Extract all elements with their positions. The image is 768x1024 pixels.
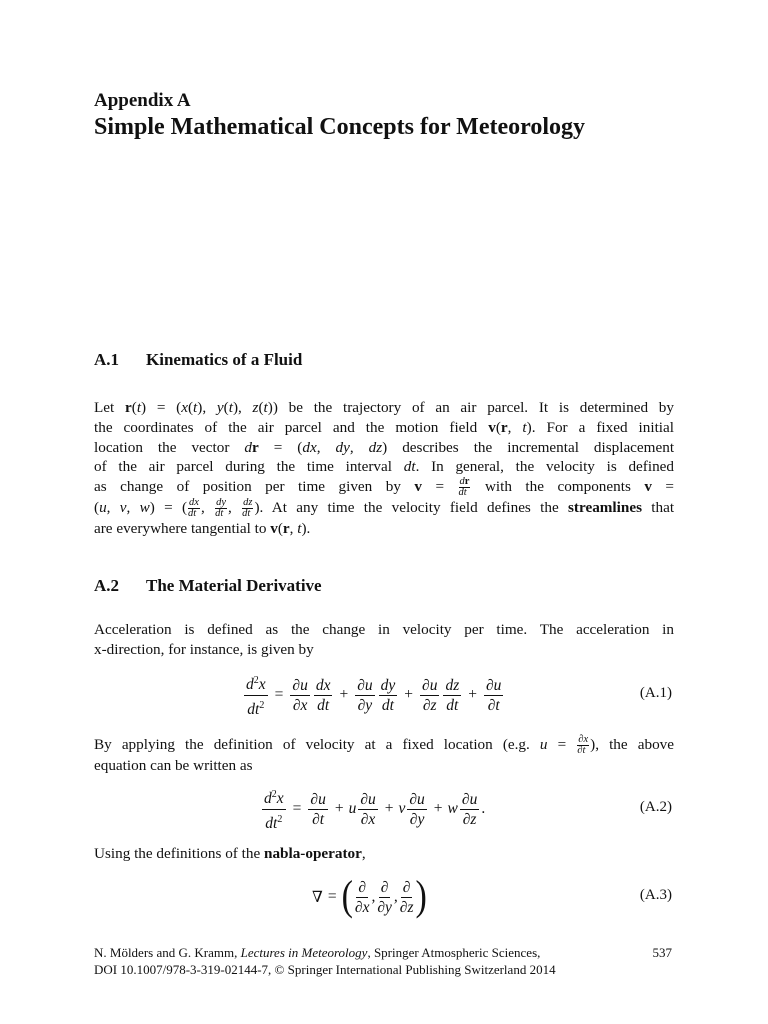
term-streamlines: streamlines	[568, 499, 642, 517]
text-line: equation can be written as	[94, 757, 253, 775]
paragraph-nabla	[94, 844, 674, 864]
section-number: A.1	[94, 350, 120, 369]
paragraph-kinematics	[94, 398, 674, 539]
text-line: x-direction, for instance, is given by	[94, 640, 314, 658]
text-line: Let r(t) = (x(t), y(t), z(t)) be the trajectory of an air parcel. It is determined by	[94, 399, 674, 416]
book-title: Lectures in Meteorology	[240, 945, 368, 960]
appendix-label: Appendix A	[94, 90, 191, 111]
text-line: the coordinates of the air parcel and the motion field v(r, t). For a fixed initial	[94, 418, 674, 436]
equation-number: (A.3)	[639, 887, 672, 903]
text-line: Acceleration is defined as the change in velocity per time. The acceleration in	[94, 621, 674, 638]
page-number: 537	[652, 945, 672, 960]
paragraph-apply	[94, 735, 674, 776]
section-heading-a2	[94, 576, 322, 596]
text-line: of the air parcel during the time interval dt. In general, the velocity is defined	[94, 458, 675, 476]
section-number: A.2	[94, 576, 120, 595]
term-nabla-operator: nabla-operator	[264, 845, 362, 862]
text-line: location the vector dr = (dx, dy, dz) describes the incremental displacement	[94, 438, 675, 456]
text-line: as change of position per time given by v = $\frac{dr}{dt}$ with the components v =	[94, 476, 674, 499]
footer	[94, 944, 674, 978]
text-line: (u, v, w) = ( $\frac{dx}{dt}$ , $\frac{dy}{dt}$ , $\frac{dz}{dt}$ ). At any time the velocity field defines the streamlines that	[94, 497, 675, 520]
footer-citation: N. Mölders and G. Kramm, Lectures in Meteorology, Springer Atmospheric Sciences,	[94, 945, 541, 960]
section-title: Kinematics of a Fluid	[146, 350, 303, 369]
equation-a1: $\frac{d^2x}{dt^2}$ = $\frac{\partial u}{\partial x}$ $\frac{dx}{dt}$ + $\frac{\partial u}{\partial y}$ $\frac{dy}{dt}$ + $\frac{\partial u}{\partial z}$ $\frac{dz}{dt}$ + $\frac{\partial u}{\partial t}$ (A.1)	[94, 670, 674, 720]
text-line: Using the definitions of the nabla-operator,	[94, 845, 366, 862]
appendix-title: Simple Mathematical Concepts for Meteorology	[94, 114, 586, 140]
equation-a3: ∇ = ( $\frac{\partial}{\partial x}$ , $\frac{\partial}{\partial y}$ , $\frac{\partial}{\partial z}$ ) (A.3)	[312, 873, 672, 920]
footer-doi: DOI 10.1007/978-3-319-02144-7, © Springer International Publishing Switzerland 2014	[94, 962, 556, 977]
equation-number: (A.2)	[639, 799, 672, 815]
equation-number: (A.1)	[639, 685, 672, 701]
equation-a2: $\frac{d^2x}{dt^2}$ = $\frac{\partial u}{\partial t}$ + u $\frac{\partial u}{\partial x}$ + v $\frac{\partial u}{\partial y}$ + w $\frac{\partial u}{\partial z}$ . (A.2)	[94, 784, 674, 834]
text-line: are everywhere tangential to v(r, t).	[94, 520, 311, 538]
text-line: By applying the definition of velocity at a fixed location (e.g. u = $\frac{\partial x}{\partial t}$ ), the above	[94, 734, 674, 757]
section-heading-a1	[94, 350, 302, 370]
paragraph-acceleration	[94, 620, 674, 660]
section-title: The Material Derivative	[146, 576, 322, 595]
